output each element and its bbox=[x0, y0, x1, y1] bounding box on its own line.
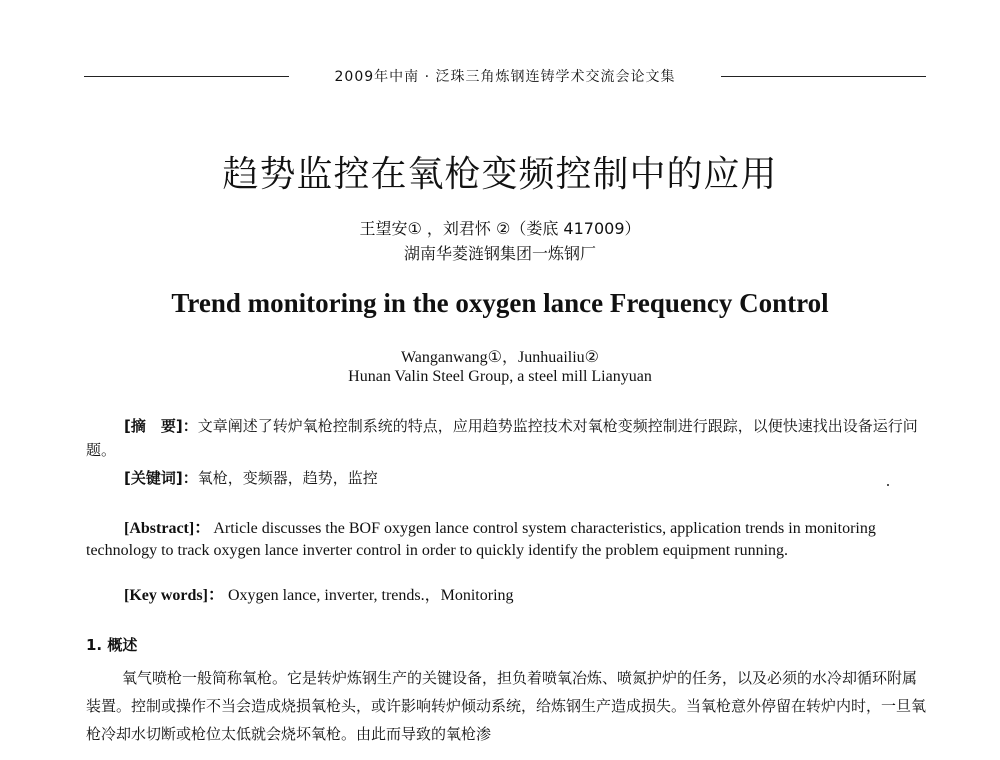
affiliation-en: Hunan Valin Steel Group, a steel mill Lianyuan bbox=[348, 368, 652, 385]
authors-cn: 王望安① ，刘君怀 ②（娄底 417009） bbox=[359, 219, 641, 238]
abstract-cn-label: [摘 要]： bbox=[124, 417, 198, 435]
running-title: 2009年中南 · 泛珠三角炼钢连铸学术交流会论文集 bbox=[334, 69, 676, 85]
running-header bbox=[84, 66, 926, 86]
abstract-cn-text: 文章阐述了转炉氧枪控制系统的特点，应用趋势监控技术对氧枪变频控制进行跟踪，以便快速找出设备运行问题。 bbox=[86, 417, 918, 459]
abstract-en bbox=[86, 518, 926, 562]
abstract-en-text: Article discusses the BOF oxygen lance control system characteristics, application trends in monitoring technology to track oxygen lance inverter control in order to quickly identify the problem equipment running. bbox=[86, 520, 876, 559]
abstract-en-label: [Abstract]： bbox=[124, 520, 211, 537]
paper-title-cn: 趋势监控在氧枪变频控制中的应用 bbox=[222, 154, 778, 195]
authors-en: Wanganwang①，Junhuailiu② bbox=[400, 349, 600, 366]
keywords-en-label: [Key words]： bbox=[124, 587, 224, 604]
affiliation-cn: 湖南华菱涟钢集团一炼钢厂 bbox=[403, 244, 596, 263]
header-rule-right bbox=[721, 76, 926, 77]
section-paragraph: 氧气喷枪一般简称氧枪。它是转炉炼钢生产的关键设备，担负着喷氧冶炼、喷氮护炉的任务，以及必须的水冷却循环附属装置。控制或操作不当会造成烧损氧枪头，或许影响转炉倾动系统，给炼钢生产造成损失。当氧枪意外停留在转炉内时，一旦氧枪冷却水切断或枪位太低就会烧坏氧枪。由此而导致的氧枪渗 bbox=[86, 669, 927, 743]
scan-speck bbox=[887, 484, 889, 486]
keywords-cn-label: [关键词]： bbox=[124, 469, 198, 487]
keywords-cn bbox=[124, 466, 924, 490]
keywords-en-text: Oxygen lance, inverter, trends.，Monitoring bbox=[228, 587, 514, 604]
abstract-cn bbox=[86, 414, 926, 462]
keywords-en bbox=[124, 585, 924, 607]
section-heading: 1. 概述 bbox=[86, 636, 138, 654]
paper-title-en: Trend monitoring in the oxygen lance Frequency Control bbox=[171, 288, 829, 318]
keywords-cn-text: 氧枪，变频器，趋势，监控 bbox=[197, 469, 378, 487]
